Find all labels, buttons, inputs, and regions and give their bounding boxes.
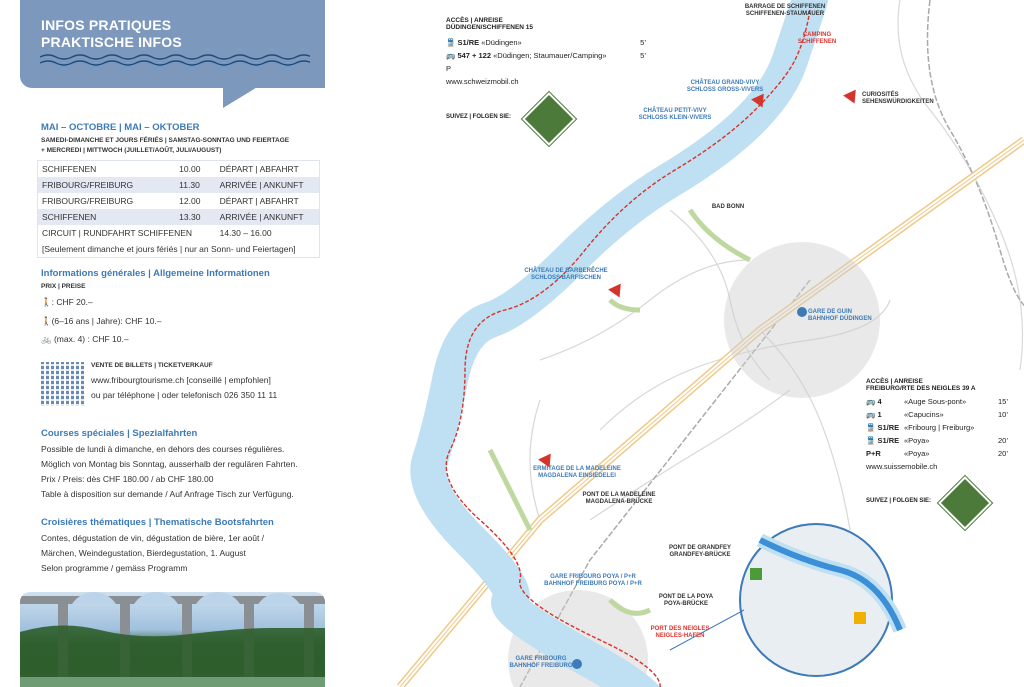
table-row [38,177,320,193]
schedule-place: FRIBOURG/FREIBURG [38,177,176,193]
schedule-type: DÉPART | ABFAHRT [219,164,299,174]
access-top-row-bus: 🚌 547 + 122 «Düdingen; Staumauer/Camping» 5’ [446,51,646,60]
bus-icon: 🚌 [866,410,878,419]
schedule-type: ARRIVÉE | ANKUNFT [216,209,320,225]
access-top-row-train: 🚆 S1/RE «Düdingen» 5’ [446,38,646,47]
tickets-label: VENTE DE BILLETS | TICKETVERKAUF [91,362,213,369]
schedule-table [37,160,320,258]
themed-line-3: Selon programme / gemäss Programm [41,563,188,573]
label-gare-fribourg: GARE FRIBOURG BAHNHOF FREIBURG [509,656,573,669]
table-row [38,161,320,178]
schedule-place: FRIBOURG/FREIBURG [42,196,134,206]
circuit-note: [Seulement dimanche et jours fériés | nur an Sonn- und Feiertagen] [42,244,296,254]
circuit-time: 14.30 – 16.00 [219,228,272,238]
schedule-type: ARRIVÉE | ANKUNFT [216,177,320,193]
bus-icon: 🚌 [446,51,456,60]
schedule-place: SCHIFFENEN [42,164,97,174]
schedule-place: SCHIFFENEN [38,209,176,225]
label-curiosites: CURIOSITÉS SEHENSWÜRDIGKEITEN [862,92,934,105]
label-madeleine: ERMITAGE DE LA MADELEINE MAGDALENA EINSIEDELEI [533,466,621,479]
train-icon: 🚆 [866,436,878,445]
label-gare-guin: GARE DE GUIN BAHNHOF DÜDINGEN [808,309,872,322]
child-icon: 🚶 [41,316,52,326]
access-bottom-url[interactable]: www.suissemobile.ch [866,462,938,471]
special-line-2: Möglich von Montag bis Sonntag, ausserhalb der regulären Fahrten. [41,459,298,469]
table-row [38,225,320,241]
label-poya-gare: GARE FRIBOURG POYA / P+R BAHNHOF FREIBURG POYA / P+R [544,574,642,587]
follow-label-bottom: SUIVEZ | FOLGEN SIE: [866,498,932,504]
bike-icon: 🚲 [41,334,52,344]
themed-line-2: Märchen, Weindegustation, Bierdegustation, 1. August [41,548,246,558]
label-petit-vivy: CHÂTEAU PETIT-VIVY SCHLOSS KLEIN-VIVERS [638,108,712,121]
label-camping: CAMPING SCHIFFENEN [797,32,837,45]
label-barbereche: CHÂTEAU DE BARBERÊCHE SCHLOSS BÄRFISCHEN [524,268,608,281]
access-bottom-row: 🚆 S1/RE «Fribourg | Freiburg» [866,423,975,432]
bus-icon: 🚌 [866,397,878,406]
season-days-2: + MERCREDI | MITTWOCH (JUILLET/AOÛT, JULI/AUGUST) [41,147,222,154]
wave-decoration [40,53,310,67]
table-row [38,193,320,209]
access-top-title: ACCÈS | ANREISE DÜDINGEN/SCHIFFENEN 15 [446,17,534,31]
bridge-photo [20,592,325,687]
schedule-time: 12.00 [179,196,201,206]
schedule-type: DÉPART | ABFAHRT [219,196,299,206]
schedule-time: 11.30 [175,177,215,193]
label-grandfey: PONT DE GRANDFEY GRANDFEY-BRÜCKE [668,545,731,558]
table-row [38,241,320,258]
label-barrage: BARRAGE DE SCHIFFENEN SCHIFFENEN-STAUMAUER [744,4,826,17]
access-bottom-row: 🚌 4 «Auge Sous-pont» 15’ [866,397,1008,406]
label-pont-madeleine: PONT DE LA MADELEINE MAGDALENA-BRÜCKE [582,492,656,505]
special-heading: Courses spéciales | Spezialfahrten [41,428,198,439]
tickets-phone: ou par téléphone | oder telefonisch 026 350 11 11 [91,390,278,400]
info-header [20,0,325,88]
circuit-label: CIRCUIT | RUNDFAHRT SCHIFFENEN [42,228,193,238]
label-pont-poya: PONT DE LA POYA POYA-BRÜCKE [658,594,714,607]
schedule-time: 13.30 [175,209,215,225]
label-bad-bonn: BAD BONN [711,204,745,210]
special-line-1: Possible de lundi à dimanche, en dehors des courses régulières. [41,444,285,454]
schedule-time: 10.00 [179,164,201,174]
price-child: 🚶(6–16 ans | Jahre): CHF 10.– [41,316,162,326]
special-line-4: Table à disposition sur demande / Auf Anfrage Tisch zur Verfügung. [41,489,294,499]
price-bike: 🚲 (max. 4) : CHF 10.– [41,334,129,344]
adult-icon: 🚶 [41,297,52,307]
label-neigles: PORT DES NEIGLES NEIGLES-HAFEN [650,626,710,639]
follow-label-top: SUIVEZ | FOLGEN SIE: [446,114,512,120]
access-bottom-row: P+R «Poya» 20’ [866,449,1008,458]
route-map [340,0,1024,687]
header-pointer [223,86,259,108]
themed-heading: Croisières thématiques | Thematische Bootsfahrten [41,517,274,528]
access-top-parking: P [446,64,452,73]
table-row [38,209,320,225]
access-top-url[interactable]: www.schweizmobil.ch [446,77,519,86]
tickets-url[interactable]: www.fribourgtourisme.ch [conseillé | empfohlen] [91,375,271,385]
themed-line-1: Contes, dégustation de vin, dégustation de bière, 1er août / [41,533,265,543]
info-panel [0,0,340,687]
access-bottom-title: ACCÈS | ANREISE FREIBURG/RTE DES NEIGLES 39 A [866,378,976,392]
label-grand-vivy: CHÂTEAU GRAND-VIVY SCHLOSS GROSS-VIVERS [686,80,764,93]
season-heading: MAI – OCTOBRE | MAI – OKTOBER [41,122,200,133]
special-line-3: Prix / Preis: dès CHF 180.00 / ab CHF 180.00 [41,474,214,484]
access-bottom-row: 🚆 S1/RE «Poya» 20’ [866,436,1008,445]
qr-code-icon [41,362,85,406]
header-title-de: PRAKTISCHE INFOS [41,34,182,50]
train-icon: 🚆 [446,38,456,47]
price-adult: 🚶: CHF 20.– [41,297,93,307]
access-bottom-row: 🚌 1 «Capucins» 10’ [866,410,1008,419]
header-title-fr: INFOS PRATIQUES [41,17,172,33]
season-days-1: SAMEDI-DIMANCHE ET JOURS FÉRIÉS | SAMSTAG-SONNTAG UND FEIERTAGE [41,137,290,144]
train-icon: 🚆 [866,423,878,432]
viaduct-illustration [20,592,325,687]
general-heading: Informations générales | Allgemeine Informationen [41,268,270,279]
prices-label: PRIX | PREISE [41,283,86,290]
